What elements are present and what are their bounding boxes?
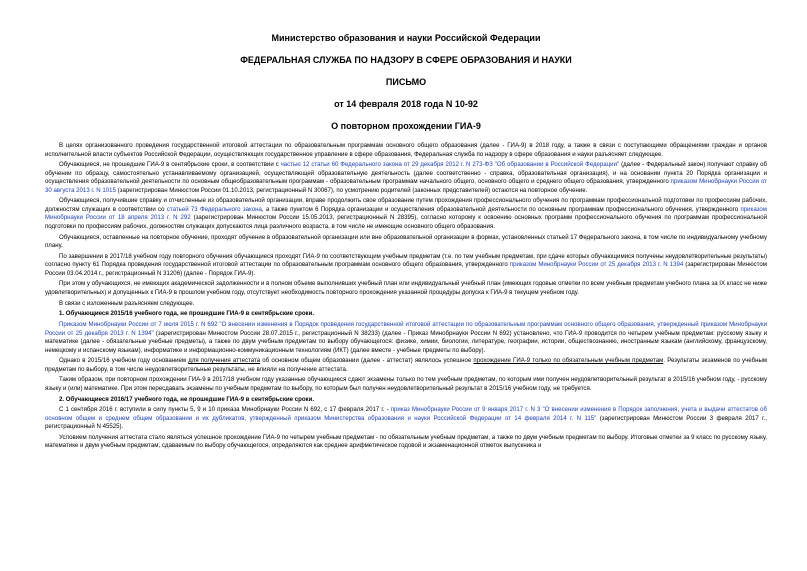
text: об основном общем образовании (далее - аттестат) являлось успешное (260, 357, 474, 365)
document-title: О повторном прохождении ГИА-9 (331, 121, 481, 131)
text: (зарегистрирован Минюстом России 15.05.2013, регистрационный N 28395), согласно которому к освоению основных программ профессионального обучения по программам профессиональной подготовки по профессиям рабочих, должностям служащих допускаются лица различного возраста, в том числе не имеющие основного общего образования. (45, 214, 767, 230)
paragraph-not-passed (45, 161, 767, 195)
paragraph-condition: Условием получения аттестата стало являться успешное прохождение ГИА-9 по четырем учебным предметам - по обязательным учебным предметам, а также по двум учебным предметам по выбору. Итоговые отметки за 9 класс по русскому языку, математике и двум учебным предметам, сдаваемым по выбору обучающегося, определяются как среднее арифметическое годовой и экзаменационной отметок выпускника и (45, 433, 767, 450)
ministry-name: Министерство образования и науки Российской Федерации (271, 33, 541, 43)
paragraph-completion (45, 253, 767, 279)
underlined-text: прохождение ГИА-9 только по обязательным учебным предметам (473, 357, 664, 365)
text: По завершении в 2017/18 учебном году повторного обучения обучающиеся проходят ГИА-9 по соответствующим учебным предметам (т.е. по тем учебным предметам, при сдаче которых обучающимися получены неудовлетворительные результаты) согласно пункту 61 Порядка проведения государственной итоговой аттестации по образовательным программам основного общего образования, утвержденного (45, 252, 767, 269)
document-type: ПИСЬМО (385, 77, 427, 87)
text: Однако в 2015/16 учебном году основанием (59, 357, 189, 365)
document-date: от 14 февраля 2018 года N 10-92 (334, 99, 478, 109)
service-name: ФЕДЕРАЛЬНАЯ СЛУЖБА ПО НАДЗОРУ В СФЕРЕ ОБРАЗОВАНИЯ И НАУКИ (240, 55, 572, 65)
section-heading-2016-17: 2. Обучающиеся 2016/17 учебного года, не прошедшие ГИА-9 в сентябрьские сроки. (59, 395, 315, 403)
text: С 1 сентября 2016 г. вступили в силу пункты 5, 9 и 10 приказа Минобрнауки России N 692, с 17 февраля 2017 г. - (59, 406, 391, 414)
link-law-273[interactable]: частью 12 статьи 60 Федерального закона от 29 декабря 2012 г. N 273-ФЗ "Об образовании в Российской Федерации" (280, 161, 620, 169)
text: Обучающиеся, не прошедшие ГИА-9 в сентябрьские сроки, в соответствии с (59, 161, 281, 169)
paragraph-retake: Таким образом, при повторном прохождении ГИА-9 в 2017/18 учебном году указанные обучающиеся сдают экзамены только по тем учебным предметам, по которым ими получен неудовлетворительный результат в 2015/16 учебном году, - русскому языку и (или) математике. При этом пересдавать экзамены по учебным предметам по выбору, по которым был получен неудовлетворительный результат в 2015/16 учебном году, не требуется. (45, 376, 767, 392)
underlined-text: для получения аттестата (188, 357, 261, 365)
link-order-3[interactable]: приказ Минобрнауки России от 9 января 2017 г. N 3 "О внесении изменения в Порядок заполнения, учета и выдачи аттестатов об основном общем и среднем общем образовании и их дубликатов, утвержденный приказом Министерства образования и науки Российской Федерации от 14 февраля 2014 г. N 115" (45, 406, 767, 422)
paragraph-intro: В целях организованного проведения государственной итоговой аттестации по образовательным программам основного общего образования (далее - ГИА-9) в 2018 году, а также в связи с поступающими обращениями граждан и органов исполнительной власти субъектов Российской Федерации, осуществляющих государственное управление в сфере образования, Федеральная служба по надзору в сфере образования и науки разъясняет следующее. (45, 142, 767, 158)
paragraph-admission: При этом у обучающихся, не имеющих академической задолженности и в полном объеме выполнивших учебный план или индивидуальный учебный план (имеющих годовые отметки по всем учебным предметам учебного плана за IX класс не ниже удовлетворительных) и допущенных к ГИА-9 в прошлом учебном году, отсутствует необходимость повторного прохождения указанной процедуры допуска к ГИА-9 в текущем учебном году. (45, 280, 767, 296)
text: . Результаты экзаменов по учебным предметам по выбору, в том числе неудовлетворительные результаты, не влияли на получение аттестата. (45, 357, 768, 373)
paragraph-effective-dates (45, 406, 767, 432)
text: (зарегистрирован Минюстом России 28.07.2015 г., регистрационный N 38233) (далее - Приказ Минобрнауки России N 692) установлено, что ГИА-9 проводится по четырем учебным предметам: русскому языку и математике (далее - обязательные учебные предметы), а также по двум учебным предметам по выбору обучающегося: физике, химии, биологии, литературе, географии, истории, обществознанию, иностранным языкам (английскому, французскому, немецкому и испанскому языкам), информатике и информационно-коммуникационным технологиям (ИКТ) (далее вместе - учебные предметы по выбору). (45, 329, 768, 354)
paragraph-certificate (45, 197, 767, 231)
text: (зарегистрирован Минюстом России 01.10.2013, регистрационный N 30067), по усмотрению родителей (законных представителей) остаются на повторное обучение. (115, 186, 588, 194)
link-order-292[interactable]: приказом Минобрнауки России от 18 апреля 2013 г. N 292 (45, 205, 767, 222)
text: (зарегистрирован Минюстом России 03.04.2014 г., регистрационный N 31206) (далее - Порядок ГИА-9). (45, 261, 767, 277)
paragraph-clarification: В связи с изложенным разъясняем следующее. (59, 299, 195, 307)
link-order-692[interactable]: Приказом Минобрнауки России от 7 июля 2015 г. N 692 "О внесении изменения в Порядок проведения государственной итоговой аттестации по образовательным программам основного общего образования, утвержденный приказом Минобрнауки России от 25 декабря 2013 г. N 1394" (45, 321, 767, 337)
text: (далее - Федеральный закон) получают справку об обучении по образцу, самостоятельно устанавливаемому организацией, осуществляющей образовательную деятельность (далее соответственно - справка, образовательная организация), и на основании пункта 20 Порядка организации и осуществления образовательной деятельности по основным общеобразовательным программам - образовательным программам начального общего, основного общего и среднего общего образования, утвержденного (45, 161, 767, 186)
link-order-1015[interactable]: приказом Минобрнауки России от 30 августа 2013 г. N 1015 (45, 178, 767, 194)
document-body (45, 142, 767, 451)
text: Обучающиеся, получившие справку и отчисленные из образовательной организации, вправе продолжить свое образование путем прохождения профессионального обучения по программам профессиональной подготовки по профессиям рабочих, должностям служащих в соответствии со (45, 197, 767, 213)
text: (зарегистрирован Минюстом России 3 февраля 2017 г., регистрационный N 45525). (45, 414, 768, 431)
paragraph-basis (45, 357, 767, 374)
link-order-1394[interactable]: приказом Минобрнауки России от 25 декабря 2013 г. N 1394 (509, 261, 684, 269)
link-article-73[interactable]: статьей 73 Федерального закона (166, 205, 262, 213)
section-heading-2015-16: 1. Обучающиеся 2015/16 учебного года, не прошедшие ГИА-9 в сентябрьские сроки. (59, 310, 315, 318)
text: , а также пунктом 6 Порядка организации и осуществления образовательной деятельности по основным программам профессионального обучения, утвержденного (261, 205, 741, 213)
paragraph-order-692 (45, 321, 767, 355)
paragraph-repeat-study: Обучающиеся, оставленные на повторное обучение, проходят обучение в образовательной организации или вне образовательной организации в формах, установленных статьей 17 Федерального закона, в том числе по индивидуальному учебному плану. (45, 233, 767, 250)
